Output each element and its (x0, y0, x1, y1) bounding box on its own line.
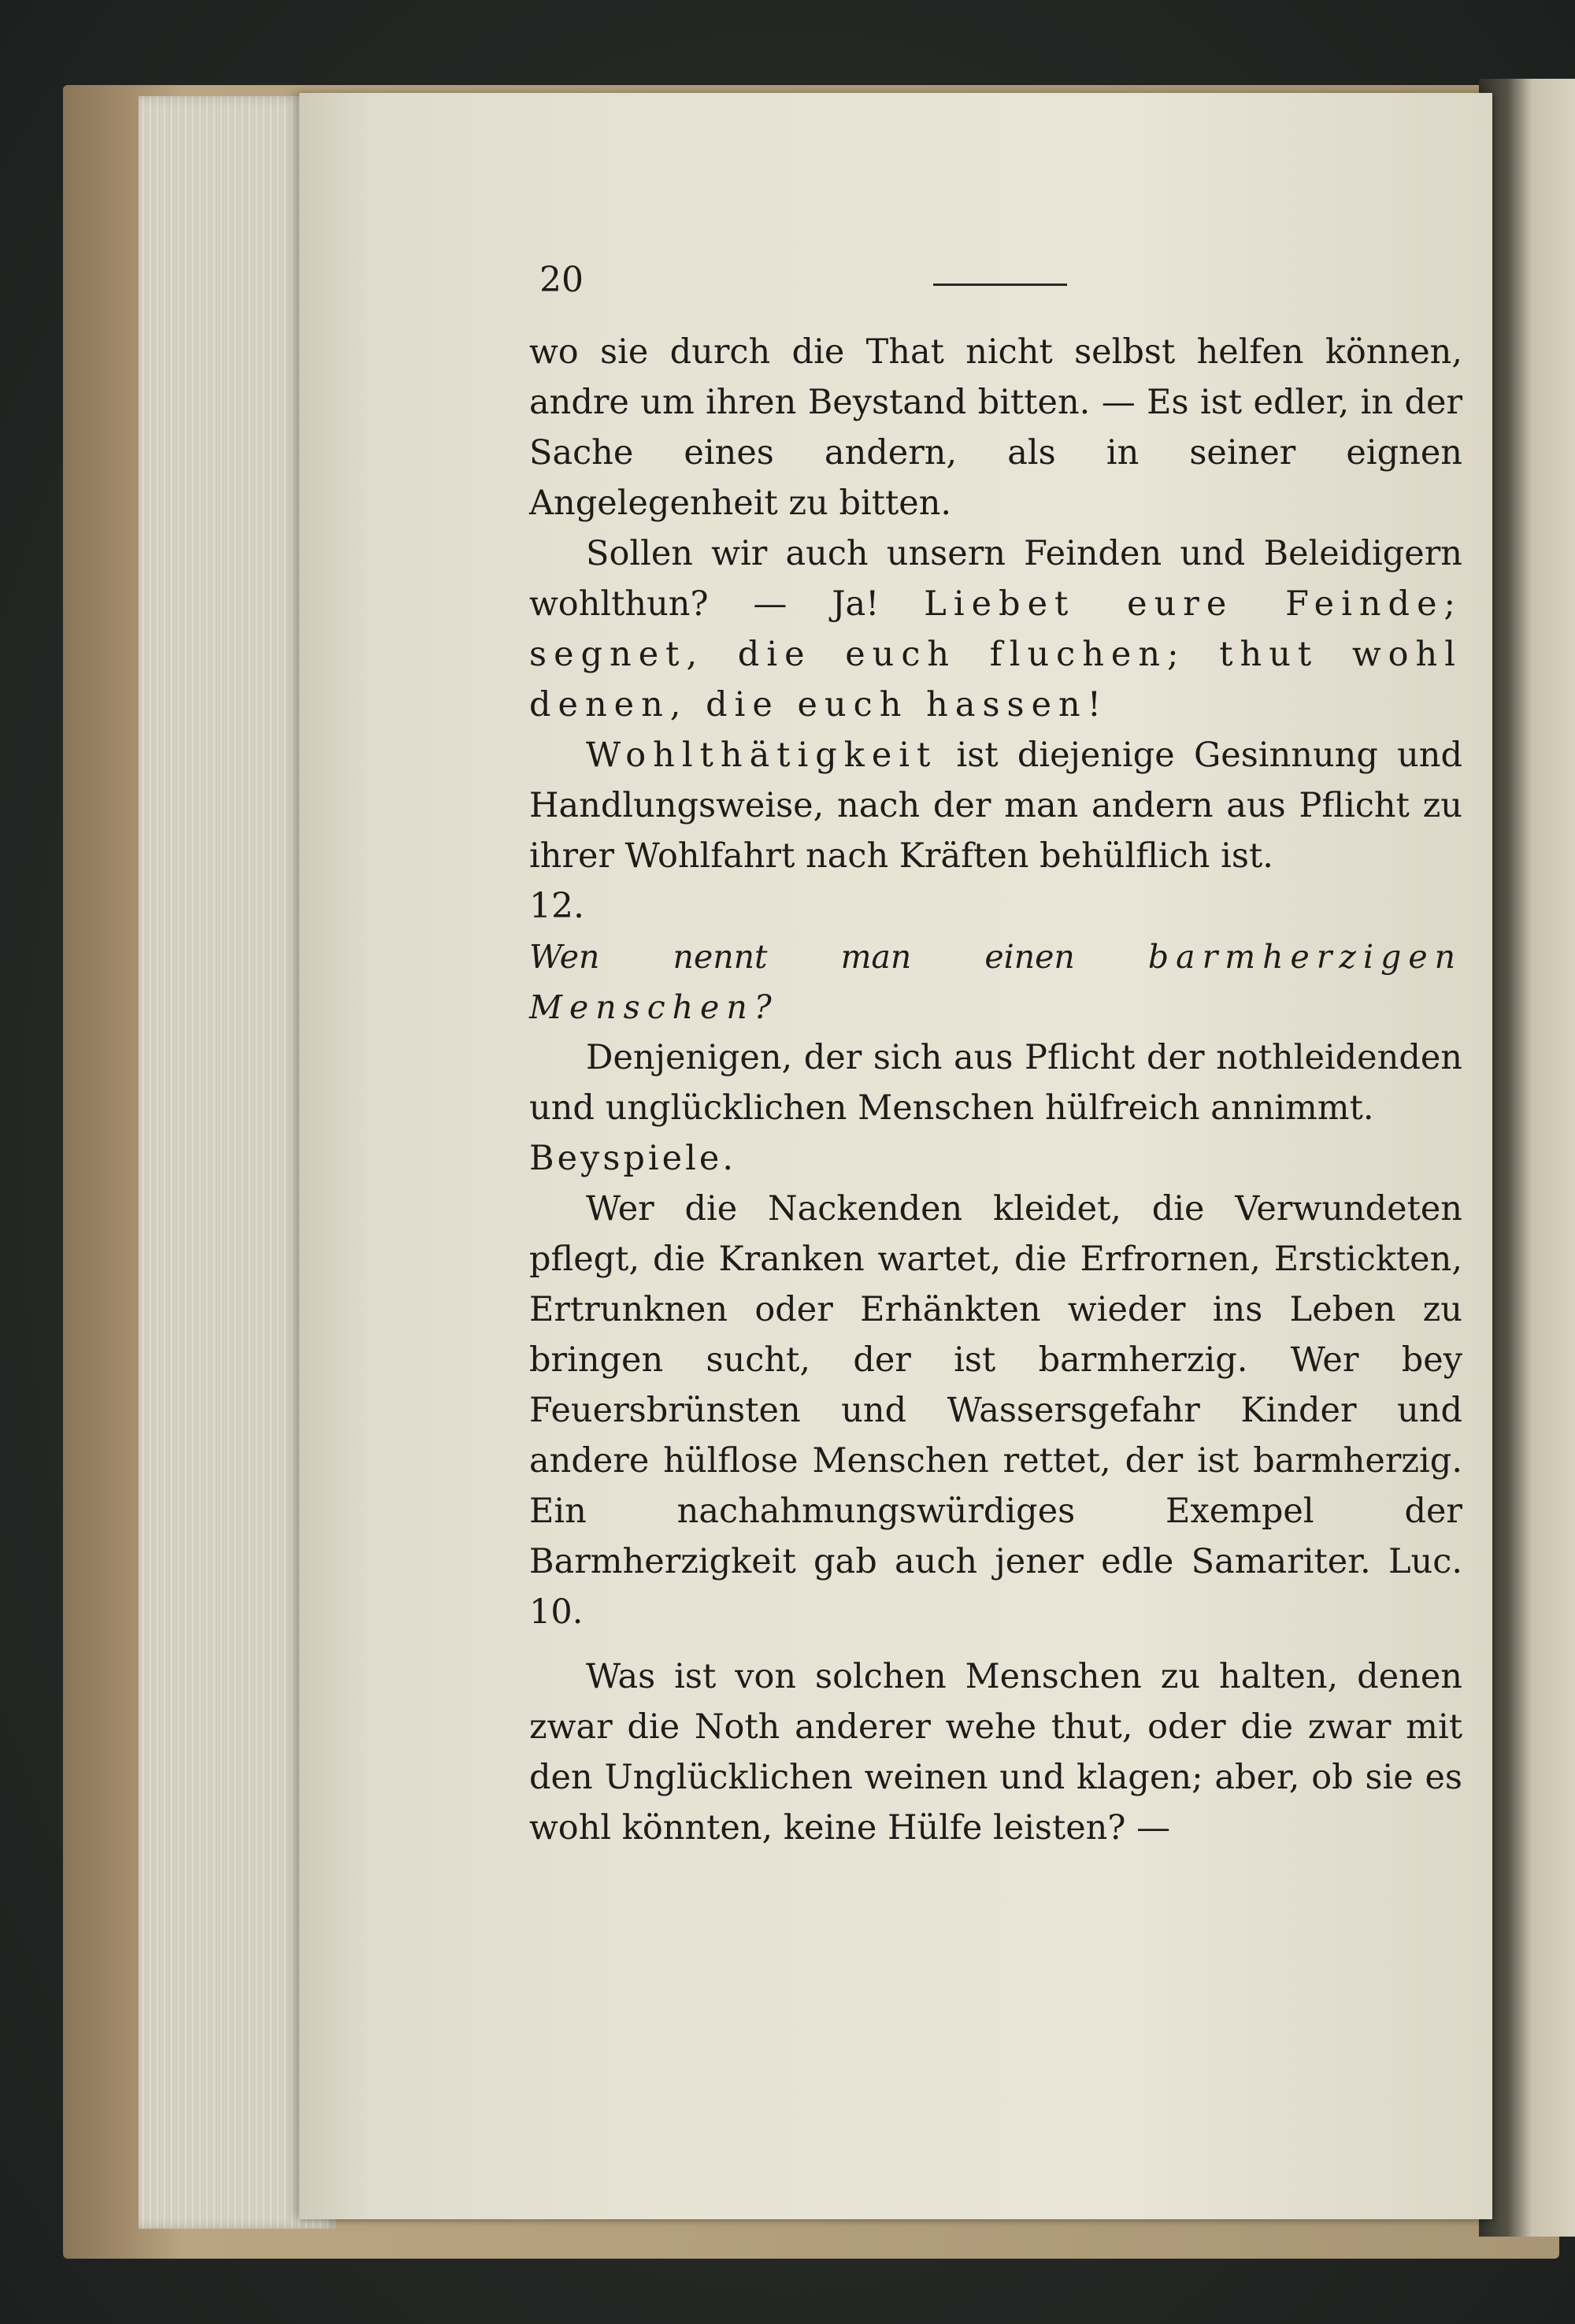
question-term: barmherzigen Menschen (529, 938, 1462, 1026)
question-start: Wen nennt man einen (529, 938, 1075, 976)
paragraph-1: wo sie durch die That nicht selbst helfen können, andre um ihren Beystand bitten. — Es ist edler, in der Sache eines andern, als in seiner eignen Angelegenheit zu bitten. (529, 332, 1462, 523)
paragraph-3 (529, 730, 1462, 881)
page-number: 20 (539, 260, 584, 300)
term-wohlthaetigkeit: Wohlthätigkeit (586, 736, 938, 775)
page-header (539, 260, 1477, 307)
bible-quote: Liebet eure Feinde; segnet, die euch fluchen; thut wohl denen, die euch hassen! (529, 584, 1463, 725)
section-question (529, 932, 1462, 1032)
examples-heading: Beyspiele. (529, 1139, 736, 1178)
facing-page-edge (1479, 79, 1575, 2237)
final-question: Was ist von solchen Menschen zu halten, denen zwar die Noth anderer wehe thut, oder die zwar mit den Unglücklichen weinen und klagen; aber, ob sie es wohl könnten, keine Hülfe leisten? — (529, 1657, 1462, 1848)
question-end: ? (754, 988, 772, 1026)
examples-text: Wer die Nackenden kleidet, die Verwundeten pflegt, die Kranken wartet, die Erfrornen, Erstickten, Ertrunknen oder Erhänkten wieder ins Leben zu bringen sucht, der ist barmherzig. Wer bey Feuersbrünsten und Wassersgefahr Kinder und andere hülflose Menschen rettet, der ist barmherzig. Ein nachahmungswürdiges Exempel der Barmherzigkeit gab auch jener edle Samariter. Luc. 10. (529, 1189, 1462, 1632)
paragraph-2 (529, 528, 1462, 730)
page-body (529, 327, 1462, 1853)
header-rule (933, 284, 1067, 286)
definition-text: ist diejenige Gesinnung und Handlungsweise, nach der man andern aus Pflicht zu ihrer Wohlfahrt nach Kräften behülflich ist. (529, 736, 1462, 876)
paragraph-gap (529, 1637, 1462, 1651)
section-answer: Denjenigen, der sich aus Pflicht der nothleidenden und unglücklichen Menschen hülfreich annimmt. (529, 1038, 1462, 1128)
section-number: 12. (529, 886, 584, 926)
paragraph-2-question: Sollen wir auch unsern Feinden und Beleidigern wohlthun? — Ja! (529, 534, 1462, 624)
